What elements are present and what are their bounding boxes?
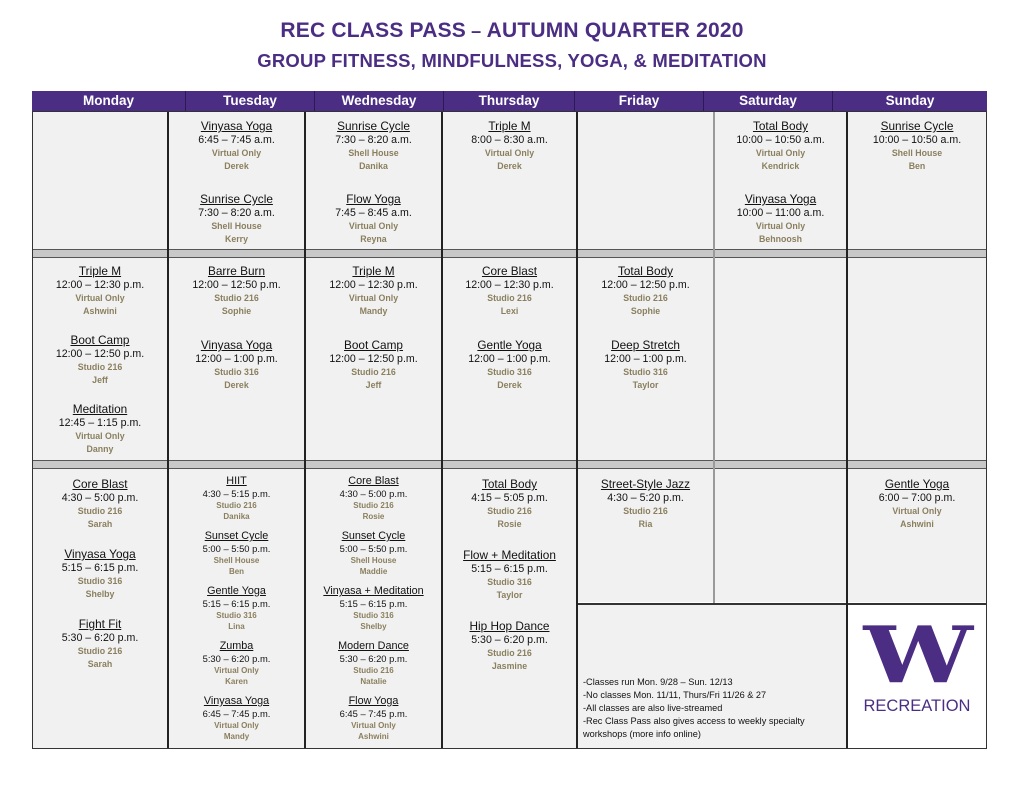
column-thursday [442,111,577,749]
class-instructor: Derek [497,379,522,390]
class-name: Gentle Yoga [207,585,266,597]
class-time: 5:15 – 6:15 p.m. [471,563,548,575]
class-instructor: Ashwini [83,305,117,316]
column-divider [576,111,578,749]
class-time: 4:30 – 5:20 p.m. [607,492,684,504]
class-name: Sunrise Cycle [200,192,273,206]
class-name: Vinyasa Yoga [64,547,136,561]
class-entry [168,530,305,577]
column-wednesday [305,111,442,749]
class-name: Street-Style Jazz [600,477,691,491]
class-name: Hip Hop Dance [469,619,550,633]
class-time: 10:00 – 11:00 a.m. [736,207,825,219]
cell-tuesday-midday [168,258,305,460]
day-header-tuesday: Tuesday [186,91,315,111]
class-time: 7:30 – 8:20 a.m. [335,134,412,146]
class-instructor: Derek [497,160,522,171]
row-separator [305,249,442,258]
day-header-saturday: Saturday [704,91,833,111]
class-location: Studio 316 [353,611,394,620]
class-time: 5:30 – 6:20 p.m. [61,632,139,644]
class-name: Gentle Yoga [884,477,950,491]
cell-friday-morning [577,111,714,249]
class-location: Studio 216 [487,506,532,516]
class-name: Fight Fit [78,617,122,631]
class-instructor: Karen [225,677,248,686]
cell-sunday-morning [847,111,987,249]
class-instructor: Derek [224,160,249,171]
class-entry [168,264,305,317]
cell-monday-evening [32,469,168,749]
class-time: 5:00 – 5:50 p.m. [202,543,271,554]
class-location: Studio 216 [353,666,394,675]
class-location: Studio 316 [487,367,532,377]
class-entry [847,119,987,172]
class-instructor: Danika [359,160,388,171]
class-location: Virtual Only [484,148,535,158]
class-entry [32,402,168,455]
w-logo-icon: W [863,610,971,701]
class-time: 5:00 – 5:50 p.m. [339,543,408,554]
class-name: Flow Yoga [348,695,399,707]
class-time: 4:15 – 5:05 p.m. [471,492,548,504]
class-location: Studio 316 [487,577,532,587]
class-name: Barre Burn [207,264,266,278]
cell-friday-midday [577,258,714,460]
class-time: 12:45 – 1:15 p.m. [58,417,142,429]
class-time: 12:00 – 12:50 p.m. [329,353,418,365]
class-instructor: Sarah [87,658,113,669]
class-name: Deep Stretch [611,338,680,352]
class-instructor: Mandy [223,732,250,741]
class-name: Triple M [488,119,531,133]
class-time: 6:45 – 7:45 a.m. [198,134,275,146]
class-entry [442,619,577,672]
class-location: Studio 316 [623,367,668,377]
class-name: Flow + Meditation [463,548,556,562]
class-time: 5:30 – 6:20 p.m. [471,634,548,646]
class-instructor: Derek [224,379,249,390]
row-separator [577,249,714,258]
class-entry [714,119,847,172]
class-instructor: Jeff [365,379,382,390]
class-name: Gentle Yoga [477,338,542,352]
class-name: Core Blast [348,475,399,487]
class-name: Meditation [72,402,128,416]
class-name: Core Blast [481,264,538,278]
class-entry [305,530,442,577]
class-location: Studio 216 [77,362,123,372]
row-separator [577,460,714,469]
class-instructor: Ben [228,567,245,576]
class-time: 7:45 – 8:45 a.m. [335,207,412,219]
class-location: Shell House [213,556,260,565]
cell-friday-evening [577,469,714,602]
class-entry [305,192,442,245]
column-tuesday [168,111,305,749]
class-location: Shell House [350,556,397,565]
note-line: -Classes run Mon. 9/28 – Sun. 12/13 [583,677,733,687]
class-entry [168,192,305,245]
day-header-monday: Monday [32,91,186,111]
class-location: Studio 216 [216,501,257,510]
class-entry [168,640,305,687]
class-name: Triple M [352,264,395,278]
class-instructor: Jasmine [491,660,528,671]
column-divider [167,111,169,749]
class-name: Modern Dance [338,640,409,652]
class-location: Studio 216 [487,648,532,658]
class-instructor: Shelby [360,622,387,631]
class-time: 5:30 – 6:20 p.m. [202,653,271,664]
class-name: Total Body [481,477,538,491]
class-location: Virtual Only [75,293,125,303]
row-separator [714,249,847,258]
class-time: 8:00 – 8:30 a.m. [471,134,548,146]
class-entry [168,585,305,632]
uw-recreation-logo [847,603,987,751]
class-instructor: Kerry [225,233,248,244]
class-name: Total Body [617,264,674,278]
class-instructor: Ben [908,160,926,171]
class-entry [714,192,847,245]
day-header-thursday: Thursday [444,91,575,111]
class-instructor: Maddie [359,567,388,576]
class-time: 12:00 – 12:30 p.m. [329,279,418,291]
class-entry [847,477,987,530]
class-entry [305,585,442,632]
column-divider [846,111,848,749]
class-name: Flow Yoga [346,192,401,206]
class-time: 4:30 – 5:00 p.m. [339,488,408,499]
class-time: 6:00 – 7:00 p.m. [878,492,956,504]
row-separator [847,460,987,469]
class-location: Studio 216 [623,506,668,516]
class-location: Studio 316 [216,611,257,620]
cell-monday-morning [32,111,168,249]
class-entry [577,338,714,391]
class-location: Virtual Only [755,221,806,231]
class-name: Sunset Cycle [341,530,406,542]
cell-saturday-midday [714,258,847,460]
class-name: Total Body [752,119,809,133]
cell-sunday-midday [847,258,987,460]
class-location: Studio 216 [214,293,259,303]
class-instructor: Lexi [500,305,519,316]
cell-saturday-morning [714,111,847,249]
class-location: Virtual Only [892,506,942,516]
class-entry [305,264,442,317]
class-entry [168,119,305,172]
class-entry [305,695,442,742]
class-instructor: Taylor [632,379,659,390]
class-location: Virtual Only [348,293,399,303]
class-entry [442,477,577,530]
page-subtitle: GROUP FITNESS, MINDFULNESS, YOGA, & MEDITATION [257,50,767,71]
class-time: 12:00 – 12:50 p.m. [192,279,281,291]
class-entry [32,264,168,317]
day-header-wednesday: Wednesday [315,91,444,111]
class-name: HIIT [226,475,247,487]
class-name: Zumba [219,640,254,652]
title-quarter: AUTUMN QUARTER 2020 [486,19,744,42]
class-location: Studio 216 [353,501,394,510]
class-location: Virtual Only [755,148,806,158]
class-name: Sunrise Cycle [880,119,954,133]
class-instructor: Danny [86,443,114,454]
class-time: 12:00 – 12:30 p.m. [55,279,145,291]
class-entry [442,338,577,391]
class-entry [168,475,305,522]
class-entry [305,640,442,687]
row-separator [714,460,847,469]
notes-box [577,603,847,749]
class-time: 6:45 – 7:45 p.m. [202,708,271,719]
class-time: 12:00 – 12:50 p.m. [55,348,145,360]
class-time: 12:00 – 1:00 p.m. [604,353,687,365]
day-header-sunday: Sunday [885,93,935,108]
class-instructor: Danika [223,512,250,521]
class-time: 7:30 – 8:20 a.m. [198,207,275,219]
class-location: Virtual Only [348,221,399,231]
day-header-bar [32,91,987,111]
cell-wednesday-morning [305,111,442,249]
class-location: Studio 316 [77,576,123,586]
cell-saturday-evening [714,469,847,602]
class-entry [32,333,168,386]
class-instructor: Behnoosh [758,233,802,244]
cell-sunday-evening [847,469,987,602]
cell-wednesday-evening [305,469,442,749]
class-location: Virtual Only [214,721,259,730]
class-entry [168,695,305,742]
class-location: Virtual Only [75,431,125,441]
class-instructor: Kendrick [761,160,800,171]
class-location: Virtual Only [214,666,259,675]
class-time: 12:00 – 1:00 p.m. [468,353,551,365]
day-header-friday: Friday [575,91,704,111]
class-name: Triple M [78,264,122,278]
class-time: 10:00 – 10:50 a.m. [736,134,825,146]
class-entry [32,617,168,670]
schedule-grid [32,111,987,749]
class-entry [442,264,577,317]
cell-thursday-evening [442,469,577,749]
title-main: REC CLASS PASS [280,19,466,42]
class-instructor: Reyna [360,233,387,244]
class-entry [32,547,168,600]
class-instructor: Rosie [497,518,522,529]
note-line: workshops (more info online) [583,729,701,739]
class-location: Studio 216 [351,367,396,377]
class-time: 6:45 – 7:45 p.m. [339,708,408,719]
class-instructor: Jeff [92,374,108,385]
class-instructor: Sophie [630,305,661,316]
class-time: 12:00 – 12:30 p.m. [465,279,554,291]
class-entry [168,338,305,391]
class-instructor: Ria [638,518,653,529]
row-separator [32,460,168,469]
class-entry [577,264,714,317]
class-instructor: Sarah [87,518,113,529]
note-line: -Rec Class Pass also gives access to weekly specialty [583,716,805,726]
note-line: -No classes Mon. 11/11, Thurs/Fri 11/26 & 27 [583,690,767,700]
page-title [0,19,1024,43]
class-location: Virtual Only [211,148,262,158]
row-separator [442,460,577,469]
class-location: Shell House [348,148,399,158]
class-entry [442,548,577,601]
class-location: Shell House [891,148,943,158]
class-instructor: Ashwini [900,518,934,529]
class-entry [305,475,442,522]
class-instructor: Rosie [362,512,385,521]
title-dash: – [465,21,487,41]
class-name: Boot Camp [70,333,130,347]
class-location: Studio 216 [487,293,532,303]
class-location: Virtual Only [351,721,396,730]
class-time: 5:15 – 6:15 p.m. [61,562,139,574]
class-instructor: Ashwini [358,732,389,741]
row-separator [32,249,168,258]
class-location: Shell House [211,221,262,231]
column-divider [441,111,443,749]
class-name: Vinyasa Yoga [200,119,273,133]
class-instructor: Shelby [85,588,115,599]
class-instructor: Natalie [360,677,387,686]
column-divider [304,111,306,749]
notes-list [583,676,805,741]
class-instructor: Taylor [496,589,523,600]
cell-monday-midday [32,258,168,460]
class-entry [305,338,442,391]
class-name: Vinyasa + Meditation [323,585,424,597]
class-location: Studio 316 [214,367,259,377]
row-separator [442,249,577,258]
class-name: Core Blast [72,477,128,491]
row-separator [847,249,987,258]
class-time: 5:15 – 6:15 p.m. [339,598,408,609]
class-location: Studio 216 [623,293,668,303]
cell-thursday-midday [442,258,577,460]
class-time: 12:00 – 12:50 p.m. [601,279,690,291]
column-divider [713,111,715,603]
class-name: Sunset Cycle [204,530,269,542]
cell-thursday-morning [442,111,577,249]
note-line: -All classes are also live-streamed [583,703,723,713]
class-entry [305,119,442,172]
class-time: 4:30 – 5:00 p.m. [61,492,139,504]
class-name: Sunrise Cycle [337,119,410,133]
class-location: Studio 216 [77,506,123,516]
class-name: Vinyasa Yoga [203,695,270,707]
class-instructor: Sophie [221,305,252,316]
row-separator [168,249,305,258]
class-time: 5:15 – 6:15 p.m. [202,598,271,609]
class-name: Vinyasa Yoga [744,192,817,206]
class-entry [442,119,577,172]
class-instructor: Lina [228,622,245,631]
cell-tuesday-evening [168,469,305,749]
cell-tuesday-morning [168,111,305,249]
class-entry [577,477,714,530]
recreation-wordmark: RECREATION [863,697,971,715]
class-name: Boot Camp [343,338,403,352]
class-location: Studio 216 [77,646,123,656]
row-separator [168,460,305,469]
class-instructor: Mandy [359,305,388,316]
class-time: 12:00 – 1:00 p.m. [195,353,278,365]
column-monday [32,111,168,749]
class-entry [32,477,168,530]
row-separator [305,460,442,469]
class-name: Vinyasa Yoga [200,338,273,352]
class-time: 5:30 – 6:20 p.m. [339,653,408,664]
class-time: 4:30 – 5:15 p.m. [202,488,271,499]
cell-wednesday-midday [305,258,442,460]
class-time: 10:00 – 10:50 a.m. [872,134,962,146]
